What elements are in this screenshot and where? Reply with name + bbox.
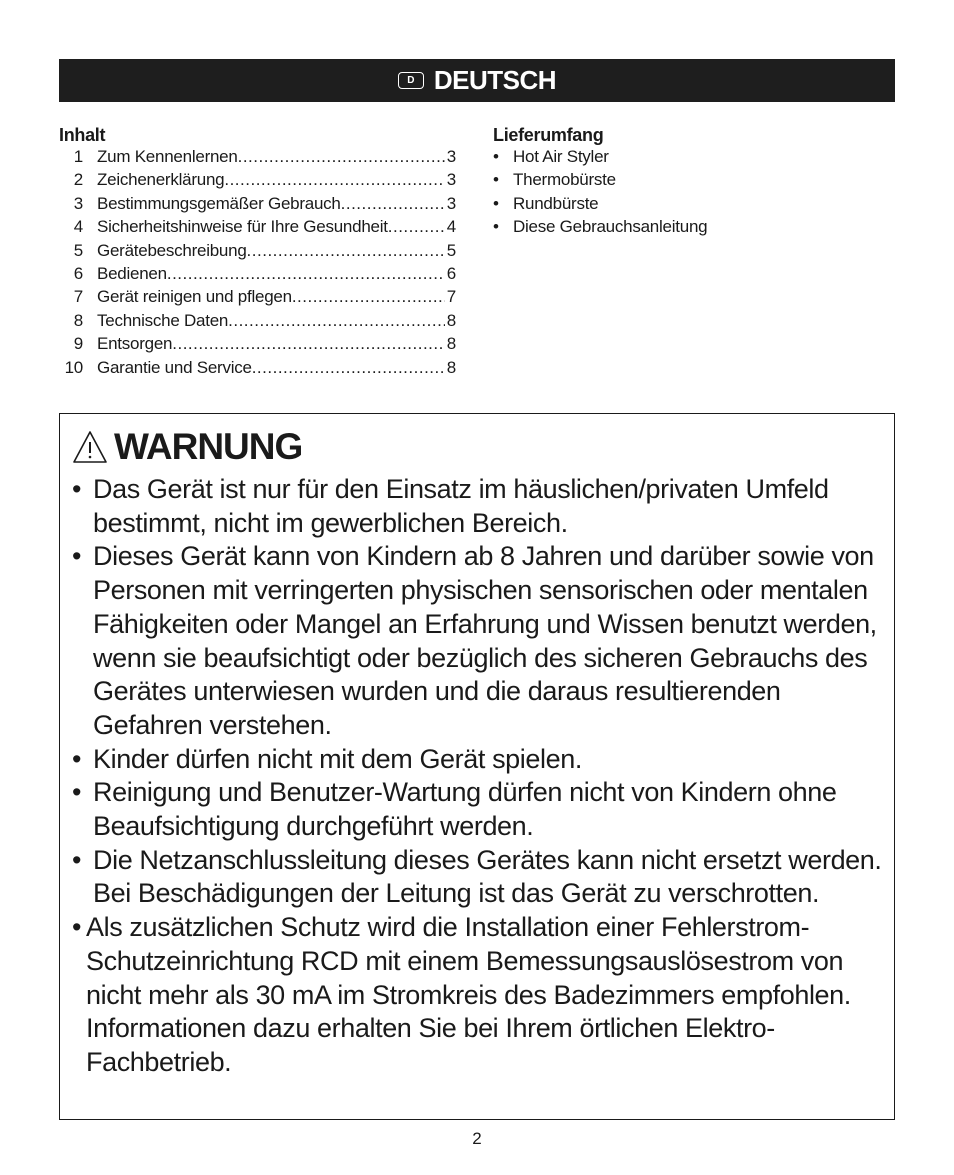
toc-heading: Inhalt <box>59 125 106 145</box>
toc-label: Garantie und Service <box>97 357 252 377</box>
toc-number: 4 <box>73 217 83 237</box>
bullet: • <box>493 217 499 237</box>
bullet: • <box>72 743 82 774</box>
bullet: • <box>72 541 82 572</box>
toc-number: 5 <box>73 240 83 260</box>
toc-row[interactable] <box>59 311 456 334</box>
toc-leader-dots <box>292 287 445 307</box>
bullet: • <box>493 193 499 213</box>
bullet: • <box>72 912 82 943</box>
toc-row[interactable] <box>59 358 456 381</box>
toc-label: Bestimmungsgemäßer Gebrauch <box>97 193 341 213</box>
list-item-text: Thermobürste <box>513 170 616 190</box>
toc-leader-dots <box>388 217 445 237</box>
warning-header <box>72 426 302 468</box>
warning-triangle-icon <box>72 430 108 464</box>
warning-item <box>72 743 884 777</box>
language-badge: D <box>398 72 424 89</box>
toc-page: 8 <box>446 357 456 377</box>
toc-number: 7 <box>73 287 83 307</box>
toc-leader-dots <box>224 170 445 190</box>
toc-label: Technische Daten <box>97 310 229 330</box>
toc-leader-dots <box>167 264 445 284</box>
warning-item <box>72 911 884 1080</box>
warning-item-text: Die Netzanschlussleitung dieses Gerätes kann nicht ersetzt werden. Bei Beschädigungen der Leitung ist das Gerät zu verschrotten. <box>93 844 882 909</box>
toc-row[interactable] <box>59 217 456 240</box>
warning-item-text: Dieses Gerät kann von Kindern ab 8 Jahren und darüber sowie von Personen mit verringerten physischen sensorischen oder mentalen Fähigkeiten oder Mangel an Erfahrung und Wissen benutzt werden, wenn sie beaufsichtigt oder bezüglich des sicheren Gebrauchs des Gerätes unterwiesen wurden und die daraus resultierenden Gefahren verstehen. <box>93 541 877 740</box>
bullet: • <box>72 844 82 875</box>
list-item <box>493 217 853 240</box>
toc-page: 6 <box>446 263 456 283</box>
table-of-contents <box>59 125 456 381</box>
bullet: • <box>72 777 82 808</box>
toc-label: Sicherheitshinweise für Ihre Gesundheit <box>97 217 388 237</box>
warning-item-text: Reinigung und Benutzer-Wartung dürfen nicht von Kindern ohne Beaufsichtigung durchgeführt werden. <box>93 777 837 842</box>
toc-number: 9 <box>73 334 83 354</box>
toc-leader-dots <box>228 311 445 331</box>
warning-item <box>72 776 884 843</box>
toc-number: 1 <box>73 147 83 166</box>
delivery-contents <box>493 125 853 241</box>
toc-row[interactable] <box>59 194 456 217</box>
language-title: DEUTSCH <box>433 65 557 95</box>
toc-page: 3 <box>446 147 456 166</box>
toc-label: Bedienen <box>97 263 167 283</box>
toc-page: 8 <box>446 310 456 330</box>
toc-label: Gerät reinigen und pflegen <box>97 287 292 307</box>
list-item <box>493 147 853 170</box>
toc-row[interactable] <box>59 287 456 310</box>
toc-label: Zum Kennenlernen <box>97 147 238 166</box>
toc-leader-dots <box>238 147 445 167</box>
toc-page: 4 <box>446 217 456 237</box>
language-header-bar <box>59 59 895 102</box>
toc-leader-dots <box>252 358 445 378</box>
toc-number: 10 <box>64 357 83 377</box>
toc-leader-dots <box>341 194 445 214</box>
warning-item <box>72 473 884 540</box>
toc-number: 3 <box>73 193 83 213</box>
toc-number: 2 <box>73 170 83 190</box>
toc-page: 3 <box>446 193 456 213</box>
toc-page: 7 <box>446 287 456 307</box>
toc-number: 6 <box>73 263 83 283</box>
toc-row[interactable] <box>59 170 456 193</box>
toc-row[interactable] <box>59 147 456 170</box>
warning-item-text: Das Gerät ist nur für den Einsatz im häuslichen/privaten Umfeld bestimmt, nicht im gewerblichen Bereich. <box>93 474 829 538</box>
toc-label: Gerätebeschreibung <box>97 240 247 260</box>
toc-leader-dots <box>247 241 445 261</box>
list-item-text: Rundbürste <box>513 193 599 213</box>
toc-row[interactable] <box>59 241 456 264</box>
list-item <box>493 194 853 217</box>
list-item <box>493 170 853 193</box>
warning-box <box>59 413 895 1120</box>
bullet: • <box>493 170 499 190</box>
warning-item <box>72 844 884 911</box>
list-item-text: Hot Air Styler <box>513 147 609 166</box>
toc-label: Entsorgen <box>97 334 173 354</box>
bullet: • <box>493 147 499 166</box>
page-number: 2 <box>472 1129 482 1148</box>
warning-item <box>72 540 884 742</box>
toc-page: 5 <box>446 240 456 260</box>
warning-title: WARNUNG <box>114 426 303 467</box>
delivery-heading: Lieferumfang <box>493 125 604 145</box>
warning-item-text: Kinder dürfen nicht mit dem Gerät spielen. <box>93 743 582 774</box>
toc-row[interactable] <box>59 334 456 357</box>
toc-page: 8 <box>446 334 456 354</box>
warning-list <box>72 473 884 1080</box>
toc-page: 3 <box>446 170 456 190</box>
warning-item-text: Als zusätzlichen Schutz wird die Installation einer Fehlerstrom-Schutzeinrichtung RCD mit einem Bemessungsauslösestrom von nicht mehr als 30 mA im Stromkreis des Badezimmers empfohlen. Informationen dazu erhalten Sie bei Ihrem örtlichen Elektro-Fachbetrieb. <box>86 912 851 1077</box>
toc-leader-dots <box>172 334 445 354</box>
list-item-text: Diese Gebrauchsanleitung <box>513 217 708 237</box>
toc-number: 8 <box>73 310 83 330</box>
toc-row[interactable] <box>59 264 456 287</box>
bullet: • <box>72 474 82 504</box>
toc-label: Zeichenerklärung <box>97 170 225 190</box>
